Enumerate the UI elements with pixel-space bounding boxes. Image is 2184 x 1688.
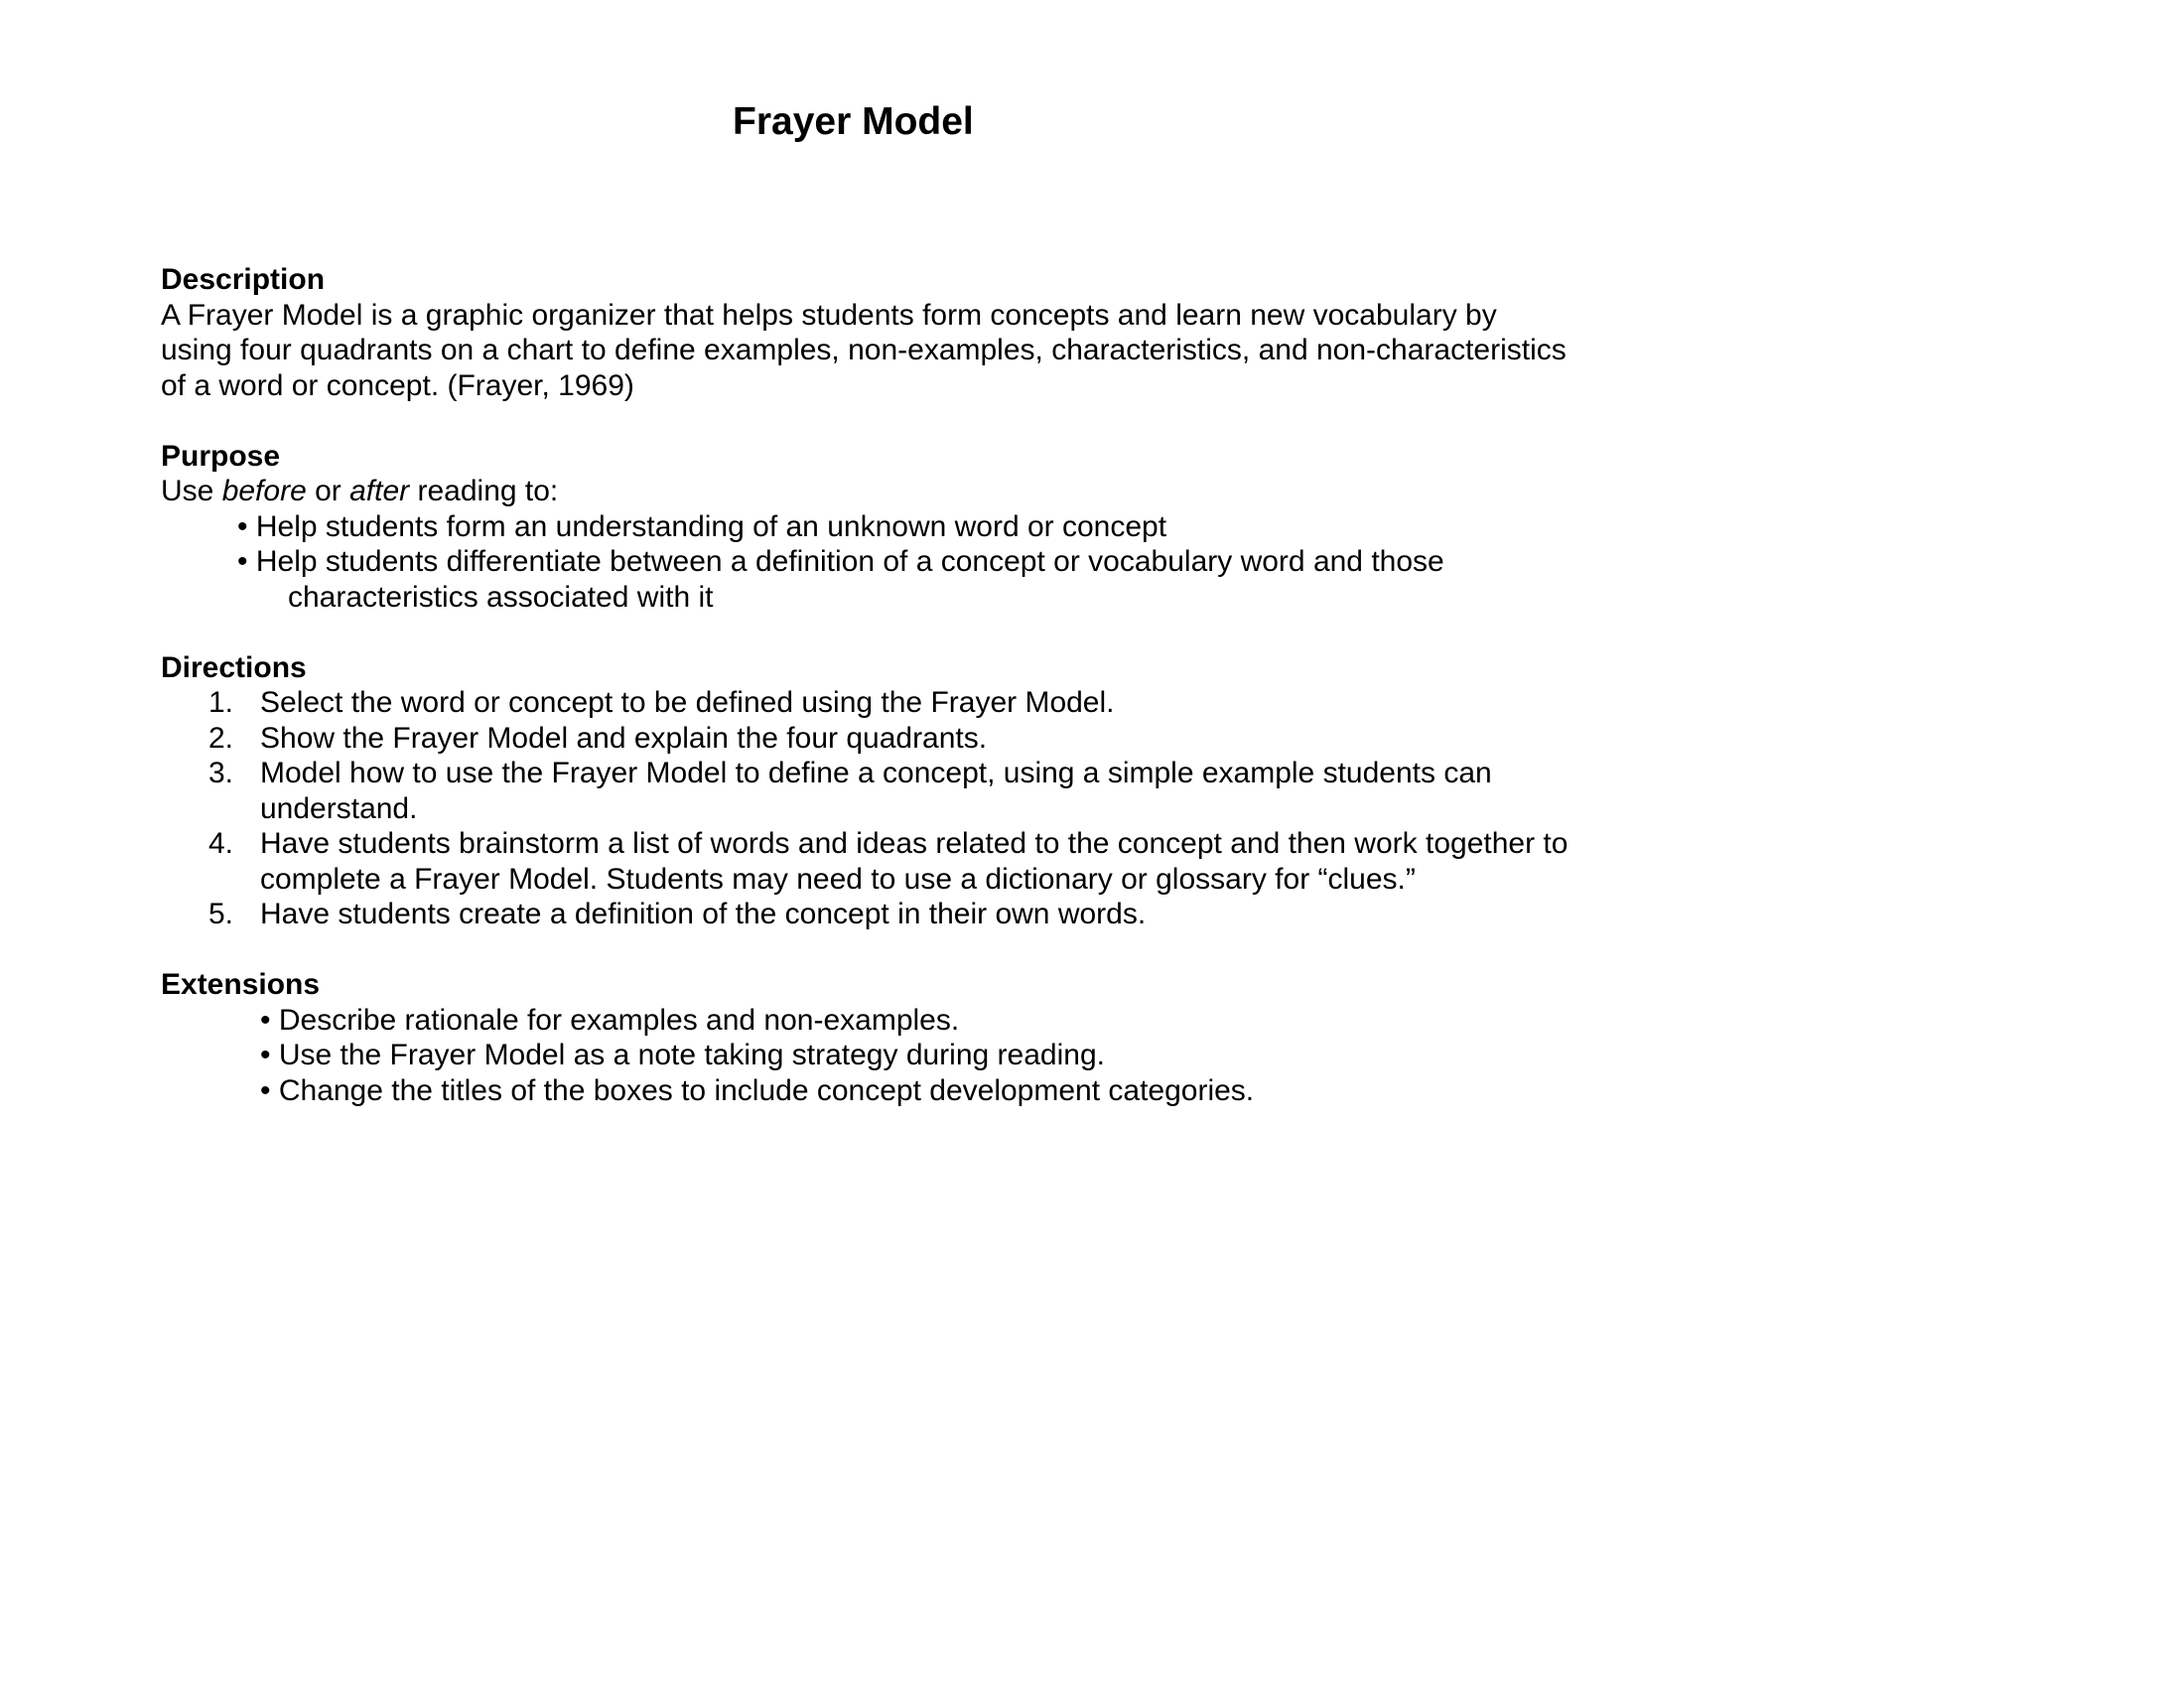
purpose-intro-pre: Use xyxy=(161,475,222,507)
step-number: 4. xyxy=(208,827,234,860)
purpose-intro-post: reading to: xyxy=(409,475,559,507)
direction-step xyxy=(161,826,1570,897)
step-text: Model how to use the Frayer Model to define a concept, using a simple example students can understand. xyxy=(260,757,1492,825)
direction-step xyxy=(161,685,1570,721)
directions-heading: Directions xyxy=(161,650,307,684)
direction-step xyxy=(161,897,1570,932)
purpose-intro xyxy=(161,474,1570,509)
spacer xyxy=(161,932,1570,968)
step-text: Have students create a definition of the concept in their own words. xyxy=(260,898,1147,930)
step-text: Select the word or concept to be defined using the Frayer Model. xyxy=(260,686,1115,719)
document-body xyxy=(161,262,1570,1108)
description-heading: Description xyxy=(161,263,326,296)
directions-list xyxy=(161,685,1570,932)
extension-bullet: • Use the Frayer Model as a note taking strategy during reading. xyxy=(260,1039,1105,1071)
step-number: 2. xyxy=(208,721,234,755)
direction-step xyxy=(161,756,1570,826)
purpose-intro-or: or xyxy=(306,475,350,507)
extensions-heading: Extensions xyxy=(161,968,321,1001)
extensions-list xyxy=(161,1003,1570,1109)
spacer xyxy=(161,403,1570,439)
purpose-intro-after: after xyxy=(349,475,410,507)
directions-section xyxy=(161,650,1570,932)
description-section xyxy=(161,262,1570,403)
purpose-intro-before: before xyxy=(221,475,307,507)
extensions-section xyxy=(161,967,1570,1108)
purpose-bullet: • Help students form an understanding of an unknown word or concept xyxy=(237,509,1167,543)
purpose-bullet-line: • Help students differentiate between a definition of a concept or vocabulary word and those xyxy=(237,545,1444,578)
purpose-heading: Purpose xyxy=(161,439,281,473)
spacer xyxy=(161,615,1570,650)
purpose-section xyxy=(161,439,1570,616)
purpose-list xyxy=(161,509,1570,616)
step-number: 1. xyxy=(208,686,234,719)
description-text: A Frayer Model is a graphic organizer that helps students form concepts and learn new vocabulary by using four quadrants on a chart to define examples, non-examples, characteristics, and non-characteristics of a word or concept. (Frayer, 1969) xyxy=(161,298,1567,402)
page-title: Frayer Model xyxy=(733,100,974,143)
purpose-bullet xyxy=(161,544,1570,615)
step-text: Show the Frayer Model and explain the four quadrants. xyxy=(260,721,988,755)
purpose-bullet-continuation: characteristics associated with it xyxy=(288,580,714,614)
direction-step xyxy=(161,721,1570,757)
step-number: 3. xyxy=(208,757,234,789)
extension-bullet: • Describe rationale for examples and non-examples. xyxy=(260,1003,960,1037)
extension-bullet: • Change the titles of the boxes to include concept development categories. xyxy=(260,1073,1255,1107)
step-number: 5. xyxy=(208,898,234,930)
step-text: Have students brainstorm a list of words and ideas related to the concept and then work together to complete a Frayer Model. Students may need to use a dictionary or glossary for “clues.” xyxy=(260,827,1569,896)
